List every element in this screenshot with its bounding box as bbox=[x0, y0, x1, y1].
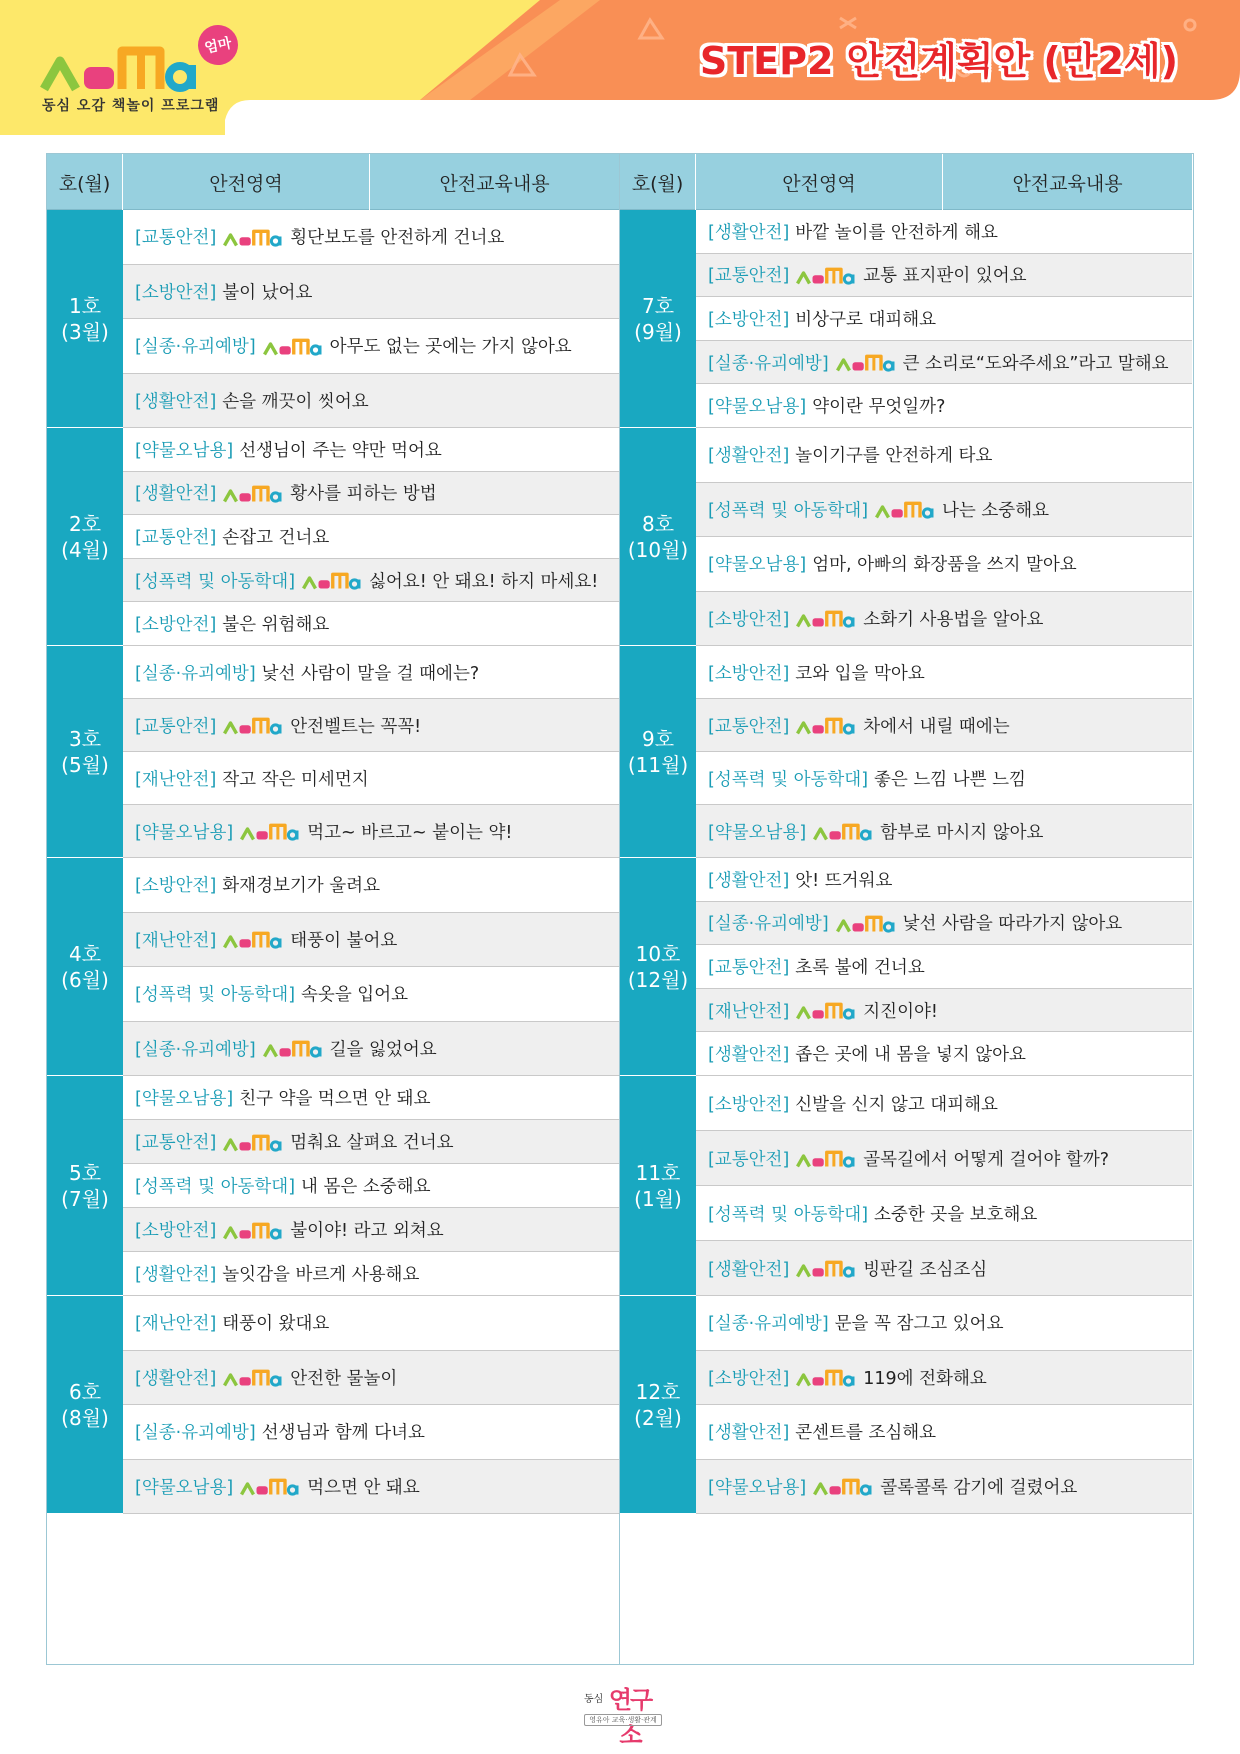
issue-group bbox=[620, 1076, 1192, 1296]
lesson-title: 지진이야! bbox=[863, 1001, 938, 1022]
lesson-row bbox=[696, 428, 1192, 483]
amma-logo-icon bbox=[222, 1132, 284, 1152]
lesson-list bbox=[696, 646, 1192, 858]
lesson-row bbox=[696, 210, 1192, 254]
safety-category: [생활안전] bbox=[708, 1045, 790, 1066]
lesson-title: 좁은 곳에 내 몸을 넣지 않아요 bbox=[795, 1045, 1026, 1066]
lesson-row bbox=[123, 1120, 619, 1164]
lesson-row bbox=[696, 341, 1192, 385]
lesson-title: 아무도 없는 곳에는 가지 않아요 bbox=[329, 337, 572, 358]
lesson-row bbox=[123, 559, 619, 603]
issue-cell bbox=[47, 1296, 123, 1514]
safety-category: [성폭력 및 아동학대] bbox=[708, 769, 869, 790]
logo-bubble: 엄마 bbox=[194, 21, 241, 68]
safety-category: [약물오남용] bbox=[135, 822, 234, 843]
footer-tagline: 영유아 교육·생활·관계 bbox=[584, 1714, 662, 1726]
lesson-list bbox=[123, 1076, 619, 1296]
lesson-title: 초록 불에 건너요 bbox=[795, 957, 925, 978]
amma-logo-icon bbox=[222, 227, 284, 247]
header-content: 안전교육내용 bbox=[439, 172, 550, 195]
table-right-half bbox=[620, 154, 1192, 1664]
safety-category: [교통안전] bbox=[708, 716, 790, 737]
lesson-title: 큰 소리로“도와주세요”라고 말해요 bbox=[902, 353, 1169, 374]
issue-month: (10월) bbox=[627, 537, 689, 562]
safety-category: [성폭력 및 아동학대] bbox=[708, 500, 869, 521]
issue-cell bbox=[47, 1076, 123, 1296]
issue-cell bbox=[47, 646, 123, 858]
amma-logo-word bbox=[40, 45, 200, 93]
safety-category: [실종·유괴예방] bbox=[135, 1423, 256, 1444]
lesson-title: 골목길에서 어떻게 걸어야 할까? bbox=[863, 1149, 1110, 1170]
lesson-title: 먹고~ 바르고~ 붙이는 약! bbox=[307, 822, 513, 843]
amma-logo-icon bbox=[795, 265, 857, 285]
safety-category: [소방안전] bbox=[708, 1094, 790, 1115]
issue-group bbox=[620, 858, 1192, 1076]
lesson-row bbox=[123, 1022, 619, 1077]
safety-category: [생활안전] bbox=[708, 222, 790, 243]
header-area: 안전영역 bbox=[123, 154, 370, 210]
lesson-title: 황사를 피하는 방법 bbox=[290, 484, 437, 505]
lesson-row bbox=[696, 699, 1192, 752]
safety-category: [약물오남용] bbox=[135, 440, 234, 461]
lesson-row bbox=[696, 254, 1192, 298]
safety-category: [실종·유괴예방] bbox=[135, 663, 256, 684]
amma-logo-icon bbox=[239, 821, 301, 841]
lesson-row bbox=[696, 1351, 1192, 1406]
issue-group bbox=[620, 428, 1192, 646]
issue-number: 12호 bbox=[635, 1379, 681, 1404]
lesson-row bbox=[123, 210, 619, 265]
lesson-title: 불은 위험해요 bbox=[222, 615, 330, 636]
issue-cell bbox=[620, 646, 696, 858]
lesson-title: 문을 꼭 잠그고 있어요 bbox=[834, 1314, 1004, 1335]
page-header bbox=[0, 0, 1240, 135]
issue-month: (2월) bbox=[634, 1405, 682, 1430]
safety-category: [약물오남용] bbox=[135, 1089, 234, 1109]
issue-month: (4월) bbox=[61, 537, 109, 562]
issue-number: 11호 bbox=[635, 1160, 681, 1185]
lesson-row bbox=[696, 297, 1192, 341]
safety-category: [생활안전] bbox=[135, 484, 217, 505]
lesson-title: 나는 소중해요 bbox=[942, 500, 1050, 521]
issue-cell bbox=[620, 1296, 696, 1514]
lesson-row bbox=[696, 1405, 1192, 1460]
lesson-list bbox=[696, 428, 1192, 646]
lesson-row bbox=[123, 265, 619, 320]
lesson-row bbox=[696, 1460, 1192, 1515]
lesson-title: 놀이기구를 안전하게 타요 bbox=[795, 446, 993, 467]
lesson-title: 싫어요! 안 돼요! 하지 마세요! bbox=[369, 571, 599, 592]
issue-cell bbox=[620, 210, 696, 428]
safety-category: [소방안전] bbox=[135, 615, 217, 636]
lesson-row bbox=[123, 646, 619, 699]
issue-number: 5호 bbox=[68, 1160, 102, 1185]
lesson-title: 작고 작은 미세먼지 bbox=[222, 769, 369, 790]
lesson-row bbox=[123, 472, 619, 516]
amma-logo-icon bbox=[874, 499, 936, 519]
safety-category: [생활안전] bbox=[708, 446, 790, 467]
amma-logo-icon bbox=[835, 913, 897, 933]
header-issue: 호(월) bbox=[620, 154, 696, 210]
lesson-title: 선생님이 주는 약만 먹어요 bbox=[239, 440, 442, 461]
lesson-title: 횡단보도를 안전하게 건너요 bbox=[290, 228, 505, 249]
issue-number: 3호 bbox=[68, 726, 102, 751]
lesson-row bbox=[123, 602, 619, 646]
amma-logo-icon bbox=[222, 715, 284, 735]
amma-logo bbox=[40, 25, 260, 120]
table-left-half bbox=[47, 154, 619, 1664]
safety-category: [성폭력 및 아동학대] bbox=[135, 571, 296, 592]
lesson-title: 친구 약을 먹으면 안 돼요 bbox=[239, 1089, 431, 1109]
safety-category: [성폭력 및 아동학대] bbox=[135, 1177, 296, 1197]
issue-cell bbox=[620, 428, 696, 646]
issue-number: 2호 bbox=[68, 511, 102, 536]
safety-category: [소방안전] bbox=[708, 663, 790, 684]
safety-category: [소방안전] bbox=[135, 282, 217, 303]
safety-category: [성폭력 및 아동학대] bbox=[135, 985, 296, 1006]
footer-brand-small: 동심 bbox=[584, 1694, 604, 1705]
safety-category: [성폭력 및 아동학대] bbox=[708, 1204, 869, 1225]
lesson-row bbox=[696, 1131, 1192, 1186]
lesson-row bbox=[696, 537, 1192, 592]
issue-cell bbox=[620, 1076, 696, 1296]
lesson-title: 소화기 사용법을 알아요 bbox=[863, 609, 1044, 630]
lesson-title: 먹으면 안 돼요 bbox=[307, 1477, 420, 1498]
safety-category: [교통안전] bbox=[135, 527, 217, 548]
lesson-list bbox=[123, 1296, 619, 1514]
lesson-title: 소중한 곳을 보호해요 bbox=[874, 1204, 1038, 1225]
safety-category: [교통안전] bbox=[708, 1149, 790, 1170]
issue-month: (12월) bbox=[627, 967, 689, 992]
safety-category: [실종·유괴예방] bbox=[135, 1039, 256, 1060]
lesson-row bbox=[696, 902, 1192, 946]
lesson-row bbox=[696, 945, 1192, 989]
lesson-title: 엄마, 아빠의 화장품을 쓰지 말아요 bbox=[812, 555, 1077, 576]
lesson-row bbox=[696, 1241, 1192, 1296]
lesson-title: 콘센트를 조심해요 bbox=[795, 1423, 937, 1444]
safety-category: [교통안전] bbox=[135, 1133, 217, 1153]
lesson-title: 속옷을 입어요 bbox=[301, 985, 409, 1006]
lesson-row bbox=[123, 1208, 619, 1252]
lesson-row bbox=[123, 1076, 619, 1120]
safety-category: [약물오남용] bbox=[135, 1477, 234, 1498]
lesson-title: 빙판길 조심조심 bbox=[863, 1259, 988, 1280]
safety-category: [생활안전] bbox=[135, 1368, 217, 1389]
lesson-title: 선생님과 함께 다녀요 bbox=[261, 1423, 425, 1444]
amma-logo-icon bbox=[262, 1038, 324, 1058]
safety-category: [약물오남용] bbox=[708, 397, 807, 418]
issue-group bbox=[47, 1076, 619, 1296]
issue-month: (6월) bbox=[61, 967, 109, 992]
lesson-row bbox=[123, 913, 619, 968]
issue-cell bbox=[47, 428, 123, 646]
amma-logo-icon bbox=[795, 1148, 857, 1168]
page-title: STEP2 안전계획안 (만2세) bbox=[699, 39, 1178, 83]
lesson-row bbox=[696, 1032, 1192, 1076]
safety-category: [소방안전] bbox=[135, 1221, 217, 1241]
safety-category: [교통안전] bbox=[708, 957, 790, 978]
lesson-title: 안전한 물놀이 bbox=[290, 1368, 398, 1389]
lesson-title: 태풍이 왔대요 bbox=[222, 1314, 330, 1335]
amma-logo-icon bbox=[301, 570, 363, 590]
lesson-title: 내 몸은 소중해요 bbox=[301, 1177, 431, 1197]
lesson-row bbox=[123, 752, 619, 805]
lesson-row bbox=[696, 805, 1192, 858]
issue-month: (9월) bbox=[634, 319, 682, 344]
safety-category: [실종·유괴예방] bbox=[708, 1314, 829, 1335]
lesson-list bbox=[123, 646, 619, 858]
safety-category: [재난안전] bbox=[135, 1314, 217, 1335]
issue-group bbox=[47, 210, 619, 428]
issue-cell bbox=[47, 210, 123, 428]
lesson-title: 화재경보기가 울려요 bbox=[222, 876, 380, 897]
lesson-list bbox=[696, 858, 1192, 1076]
lesson-list bbox=[696, 1296, 1192, 1514]
lesson-list bbox=[123, 428, 619, 646]
lesson-row bbox=[123, 1351, 619, 1406]
lesson-row bbox=[696, 384, 1192, 428]
footer-brand: 연구소 bbox=[608, 1686, 652, 1749]
issue-group bbox=[47, 646, 619, 858]
issue-group bbox=[47, 858, 619, 1076]
lesson-row bbox=[696, 752, 1192, 805]
amma-logo-icon bbox=[795, 715, 857, 735]
safety-category: [약물오남용] bbox=[708, 822, 807, 843]
table-header bbox=[620, 154, 1192, 210]
header-issue: 호(월) bbox=[47, 154, 123, 210]
lesson-row bbox=[123, 1460, 619, 1515]
safety-category: [재난안전] bbox=[135, 769, 217, 790]
amma-logo-icon bbox=[239, 1476, 301, 1496]
lesson-list bbox=[696, 1076, 1192, 1296]
lesson-row bbox=[696, 1186, 1192, 1241]
lesson-title: 차에서 내릴 때에는 bbox=[863, 716, 1010, 737]
lesson-list bbox=[123, 858, 619, 1076]
amma-logo-icon bbox=[795, 608, 857, 628]
safety-category: [생활안전] bbox=[708, 870, 790, 891]
lesson-row bbox=[123, 1164, 619, 1208]
lesson-row bbox=[696, 858, 1192, 902]
lesson-row bbox=[123, 374, 619, 429]
amma-logo-icon bbox=[812, 821, 874, 841]
issue-month: (8월) bbox=[61, 1405, 109, 1430]
lesson-row bbox=[696, 483, 1192, 538]
lesson-title: 불이야! 라고 외쳐요 bbox=[290, 1221, 444, 1241]
safety-category: [생활안전] bbox=[708, 1259, 790, 1280]
footer-logo bbox=[584, 1680, 660, 1749]
lesson-list bbox=[123, 210, 619, 428]
lesson-title: 안전벨트는 꼭꼭! bbox=[290, 716, 422, 737]
amma-logo-icon bbox=[812, 1476, 874, 1496]
lesson-title: 손을 깨끗이 씻어요 bbox=[222, 391, 369, 412]
issue-group bbox=[620, 646, 1192, 858]
safety-category: [생활안전] bbox=[135, 1265, 217, 1285]
issue-month: (1월) bbox=[634, 1186, 682, 1211]
lesson-title: 낯선 사람을 따라가지 않아요 bbox=[902, 914, 1123, 935]
issue-group bbox=[47, 428, 619, 646]
safety-category: [실종·유괴예방] bbox=[708, 914, 829, 935]
lesson-title: 손잡고 건너요 bbox=[222, 527, 330, 548]
issue-cell bbox=[620, 858, 696, 1076]
safety-category: [교통안전] bbox=[135, 716, 217, 737]
safety-category: [소방안전] bbox=[135, 876, 217, 897]
safety-plan-table bbox=[46, 153, 1194, 1665]
lesson-title: 낯선 사람이 말을 걸 때에는? bbox=[261, 663, 480, 684]
lesson-title: 119에 전화해요 bbox=[863, 1368, 987, 1389]
issue-group bbox=[620, 1296, 1192, 1514]
lesson-title: 불이 났어요 bbox=[222, 282, 313, 303]
safety-category: [생활안전] bbox=[135, 391, 217, 412]
issue-cell bbox=[47, 858, 123, 1076]
safety-category: [실종·유괴예방] bbox=[708, 353, 829, 374]
amma-logo-icon bbox=[795, 1367, 857, 1387]
lesson-row bbox=[123, 319, 619, 374]
issue-group bbox=[620, 210, 1192, 428]
amma-logo-icon bbox=[222, 1367, 284, 1387]
issue-number: 10호 bbox=[635, 941, 681, 966]
lesson-row bbox=[696, 989, 1192, 1033]
safety-category: [실종·유괴예방] bbox=[135, 337, 256, 358]
lesson-row bbox=[696, 1296, 1192, 1351]
lesson-title: 함부로 마시지 않아요 bbox=[880, 822, 1044, 843]
issue-number: 8호 bbox=[641, 511, 675, 536]
issue-month: (5월) bbox=[61, 752, 109, 777]
lesson-list bbox=[696, 210, 1192, 428]
lesson-row bbox=[696, 592, 1192, 647]
lesson-row bbox=[123, 428, 619, 472]
amma-logo-icon bbox=[222, 483, 284, 503]
lesson-title: 콜록콜록 감기에 걸렸어요 bbox=[880, 1477, 1078, 1498]
lesson-row bbox=[696, 646, 1192, 699]
safety-category: [재난안전] bbox=[708, 1001, 790, 1022]
issue-number: 1호 bbox=[68, 293, 102, 318]
lesson-title: 좋은 느낌 나쁜 느낌 bbox=[874, 769, 1026, 790]
lesson-title: 코와 입을 막아요 bbox=[795, 663, 925, 684]
amma-logo-icon bbox=[222, 1220, 284, 1240]
lesson-row bbox=[123, 858, 619, 913]
lesson-row bbox=[123, 699, 619, 752]
issue-number: 7호 bbox=[641, 293, 675, 318]
lesson-title: 멈춰요 살펴요 건너요 bbox=[290, 1133, 454, 1153]
lesson-title: 바깥 놀이를 안전하게 해요 bbox=[795, 222, 998, 243]
amma-logo-icon bbox=[262, 336, 324, 356]
lesson-title: 신발을 신지 않고 대피해요 bbox=[795, 1094, 998, 1115]
lesson-row bbox=[123, 1252, 619, 1296]
amma-logo-icon bbox=[795, 1258, 857, 1278]
header-content: 안전교육내용 bbox=[1012, 172, 1123, 195]
safety-category: [소방안전] bbox=[708, 309, 790, 330]
lesson-row bbox=[123, 805, 619, 858]
issue-number: 4호 bbox=[68, 941, 102, 966]
lesson-row bbox=[123, 1296, 619, 1351]
safety-category: [재난안전] bbox=[135, 930, 217, 951]
safety-category: [약물오남용] bbox=[708, 555, 807, 576]
lesson-title: 교통 표지판이 있어요 bbox=[863, 266, 1027, 287]
amma-logo-icon bbox=[835, 352, 897, 372]
logo-subtitle: 동심 오감 책놀이 프로그램 bbox=[42, 98, 220, 114]
amma-logo-icon bbox=[222, 929, 284, 949]
lesson-row bbox=[123, 1405, 619, 1460]
lesson-row bbox=[696, 1076, 1192, 1131]
safety-category: [생활안전] bbox=[708, 1423, 790, 1444]
issue-month: (11월) bbox=[627, 752, 689, 777]
lesson-title: 태풍이 불어요 bbox=[290, 930, 398, 951]
safety-category: [약물오남용] bbox=[708, 1477, 807, 1498]
safety-category: [교통안전] bbox=[708, 266, 790, 287]
lesson-title: 길을 잃었어요 bbox=[329, 1039, 437, 1060]
issue-month: (3월) bbox=[61, 319, 109, 344]
lesson-title: 앗! 뜨거워요 bbox=[795, 870, 893, 891]
lesson-title: 약이란 무엇일까? bbox=[812, 397, 946, 418]
lesson-row bbox=[123, 515, 619, 559]
lesson-title: 비상구로 대피해요 bbox=[795, 309, 937, 330]
lesson-title: 놀잇감을 바르게 사용해요 bbox=[222, 1265, 420, 1285]
lesson-row bbox=[123, 967, 619, 1022]
issue-group bbox=[47, 1296, 619, 1514]
issue-number: 9호 bbox=[641, 726, 675, 751]
amma-logo-icon bbox=[795, 1000, 857, 1020]
safety-category: [교통안전] bbox=[135, 228, 217, 249]
issue-month: (7월) bbox=[61, 1186, 109, 1211]
safety-category: [소방안전] bbox=[708, 1368, 790, 1389]
header-area: 안전영역 bbox=[696, 154, 943, 210]
table-header bbox=[47, 154, 619, 210]
safety-category: [소방안전] bbox=[708, 609, 790, 630]
issue-number: 6호 bbox=[68, 1379, 102, 1404]
